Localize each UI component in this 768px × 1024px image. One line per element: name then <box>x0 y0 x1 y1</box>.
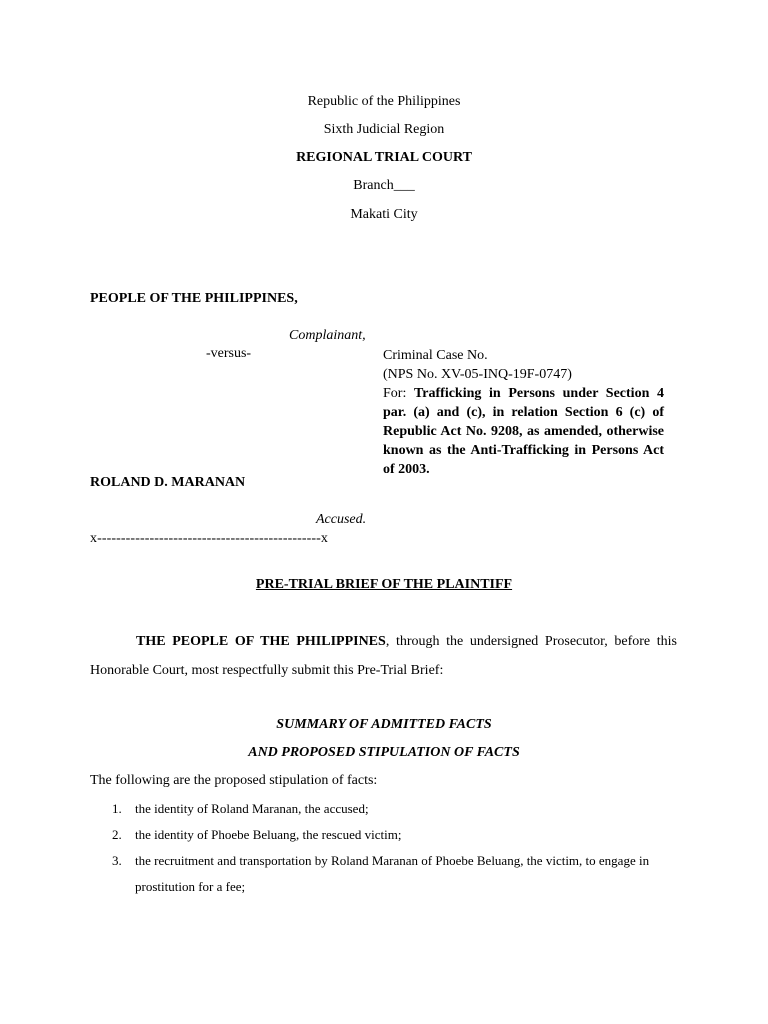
header-republic: Republic of the Philippines <box>307 94 461 109</box>
section-heading-2: AND PROPOSED STIPULATION OF FACTS <box>248 745 520 760</box>
accused-role: Accused. <box>316 512 367 527</box>
stipulation-list <box>90 796 680 900</box>
list-item-text: the identity of Phoebe Beluang, the rescued victim; <box>135 827 402 842</box>
charge-description <box>383 384 664 479</box>
case-number-label: Criminal Case No. <box>383 348 488 363</box>
versus-label: -versus- <box>206 346 252 361</box>
stipulation-intro: The following are the proposed stipulation of facts: <box>90 773 378 788</box>
list-item-number: 2. <box>112 827 122 842</box>
nps-number: (NPS No. XV-05-INQ-19F-0747) <box>383 367 572 382</box>
case-info-block <box>383 346 664 479</box>
document-title: PRE-TRIAL BRIEF OF THE PLAINTIFF <box>255 577 513 592</box>
section-heading-1: SUMMARY OF ADMITTED FACTS <box>276 717 492 732</box>
intro-text: , through the undersigned Prosecutor, before this Honorable Court, most respectfully submit this Pre-Trial Brief: <box>90 634 677 678</box>
list-item <box>90 796 680 822</box>
intro-lead: THE PEOPLE OF THE PHILIPPINES <box>136 634 386 649</box>
plaintiff-role: Complainant, <box>289 328 366 343</box>
for-label: For: <box>383 386 407 401</box>
header-city: Makati City <box>350 207 418 222</box>
list-item <box>90 848 680 900</box>
header-region: Sixth Judicial Region <box>323 122 445 137</box>
list-item-text: the identity of Roland Maranan, the accused; <box>135 801 369 816</box>
header-branch: Branch___ <box>353 178 415 193</box>
intro-paragraph <box>90 627 677 685</box>
list-item <box>90 822 680 848</box>
plaintiff-name: PEOPLE OF THE PHILIPPINES, <box>90 291 298 306</box>
list-item-text: the recruitment and transportation by Roland Maranan of Phoebe Beluang, the victim, to engage in prostitution for a fee; <box>135 853 650 894</box>
list-item-number: 1. <box>112 801 122 816</box>
charge-text: Trafficking in Persons under Section 4 par. (a) and (c), in relation Section 6 (c) of Republic Act No. 9208, as amended, otherwise known as the Anti-Trafficking in Persons Act of 2003. <box>383 386 664 477</box>
caption-separator: x-----------------------------------------------x <box>90 531 329 546</box>
header-court: REGIONAL TRIAL COURT <box>296 150 472 165</box>
accused-name: ROLAND D. MARANAN <box>90 475 246 490</box>
list-item-number: 3. <box>112 853 122 868</box>
